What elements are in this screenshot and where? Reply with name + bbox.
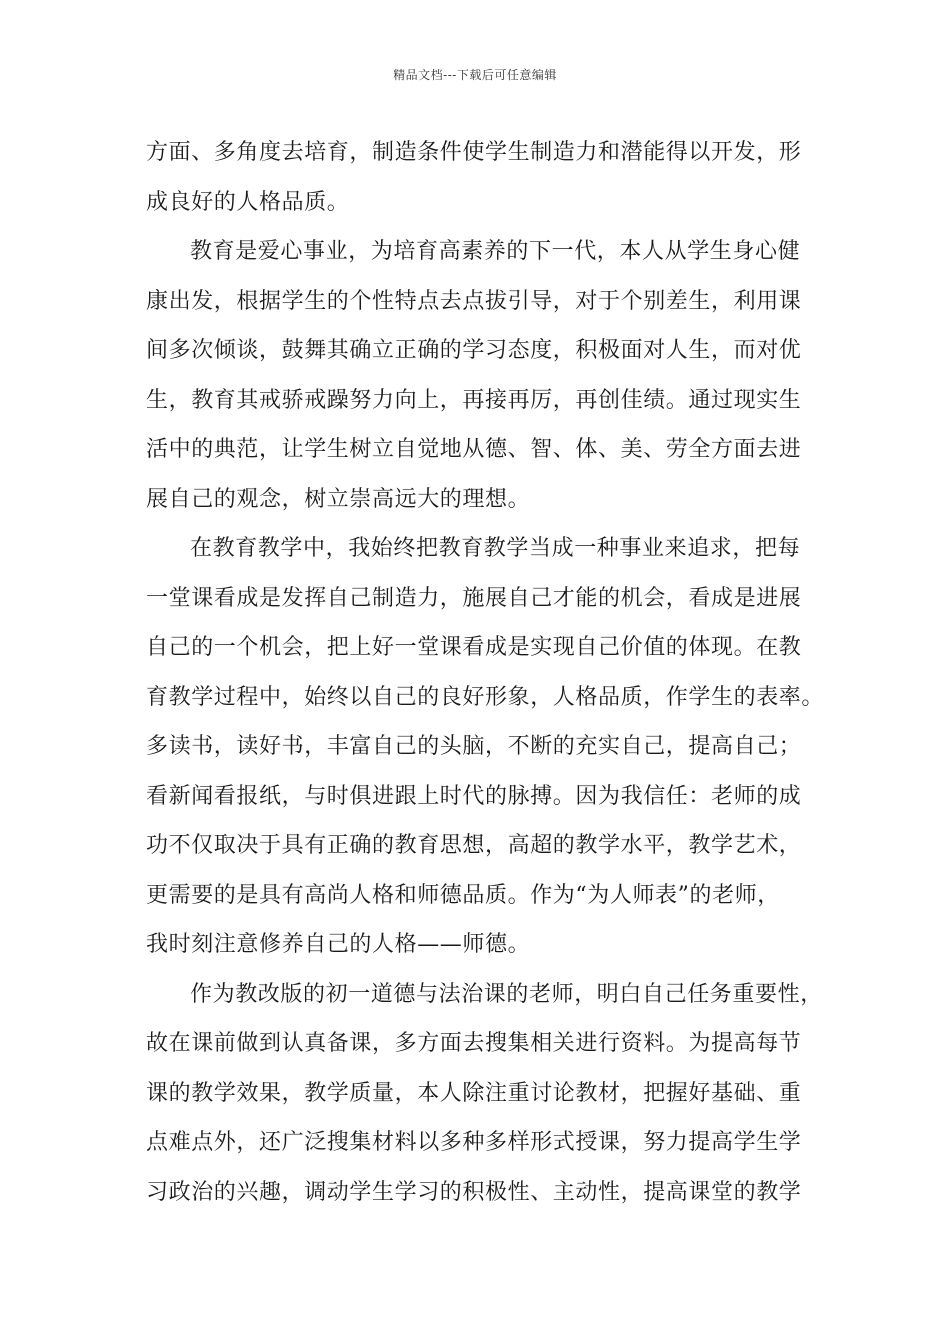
text-line: 我时刻注意修养自己的人格——师德。 <box>146 932 531 957</box>
text-line: 活中的典范，让学生树立自觉地从德、智、体、美、劳全方面去进 <box>146 437 802 462</box>
text-line: 成良好的人格品质。 <box>146 189 350 215</box>
text-line: 自己的一个机会，把上好一堂课看成是实现自己价值的体现。在教 <box>146 635 802 660</box>
text-line: 康出发，根据学生的个性特点去点拔引导，对于个别差生，利用课 <box>146 288 802 314</box>
text-line: 点难点外，还广泛搜集材料以多种多样形式授课，努力提高学生学 <box>146 1130 802 1155</box>
text-line: 功不仅取决于具有正确的教育思想，高超的教学水平，教学艺术， <box>146 833 802 858</box>
paragraph <box>146 227 826 524</box>
text-line: 作为教改版的初一道德与法治课的老师，明白自己任务重要性， <box>190 981 823 1007</box>
paragraph <box>146 128 826 227</box>
text-line: 生，教育其戒骄戒躁努力向上，再接再厉，再创佳绩。通过现实生 <box>146 387 802 413</box>
page-header: 精品文档---下载后可任意编辑 <box>393 68 557 82</box>
text-line: 教育是爱心事业，为培育高素养的下一代，本人从学生身心健 <box>190 239 801 264</box>
paragraph <box>146 524 826 970</box>
text-line: 习政治的兴趣，调动学生学习的积极性、主动性，提高课堂的教学 <box>146 1179 802 1205</box>
text-line: 更需要的是具有高尚人格和师德品质。作为“为人师表”的老师， <box>146 882 780 908</box>
text-line: 展自己的观念，树立崇高远大的理想。 <box>146 486 531 512</box>
text-line: 故在课前做到认真备课，多方面去搜集相关进行资料。为提高每节 <box>146 1031 802 1056</box>
text-line: 方面、多角度去培育，制造条件使学生制造力和潜能得以开发，形 <box>146 140 802 165</box>
text-line: 在教育教学中，我始终把教育教学当成一种事业来追求，把每 <box>190 536 801 561</box>
text-line: 育教学过程中，始终以自己的良好形象，人格品质，作学生的表率。 <box>146 684 825 710</box>
document-body <box>146 128 826 1217</box>
text-line: 间多次倾谈，鼓舞其确立正确的学习态度，积极面对人生，而对优 <box>146 338 802 363</box>
paragraph <box>146 970 826 1218</box>
text-line: 多读书，读好书，丰富自己的头脑，不断的充实自己，提高自己； <box>146 734 802 759</box>
text-line: 看新闻看报纸，与时俱进跟上时代的脉搏。因为我信任：老师的成 <box>146 783 802 809</box>
text-line: 一堂课看成是发挥自己制造力，施展自己才能的机会，看成是进展 <box>146 585 802 611</box>
text-line: 课的教学效果，教学质量，本人除注重讨论教材，把握好基础、重 <box>146 1080 802 1106</box>
